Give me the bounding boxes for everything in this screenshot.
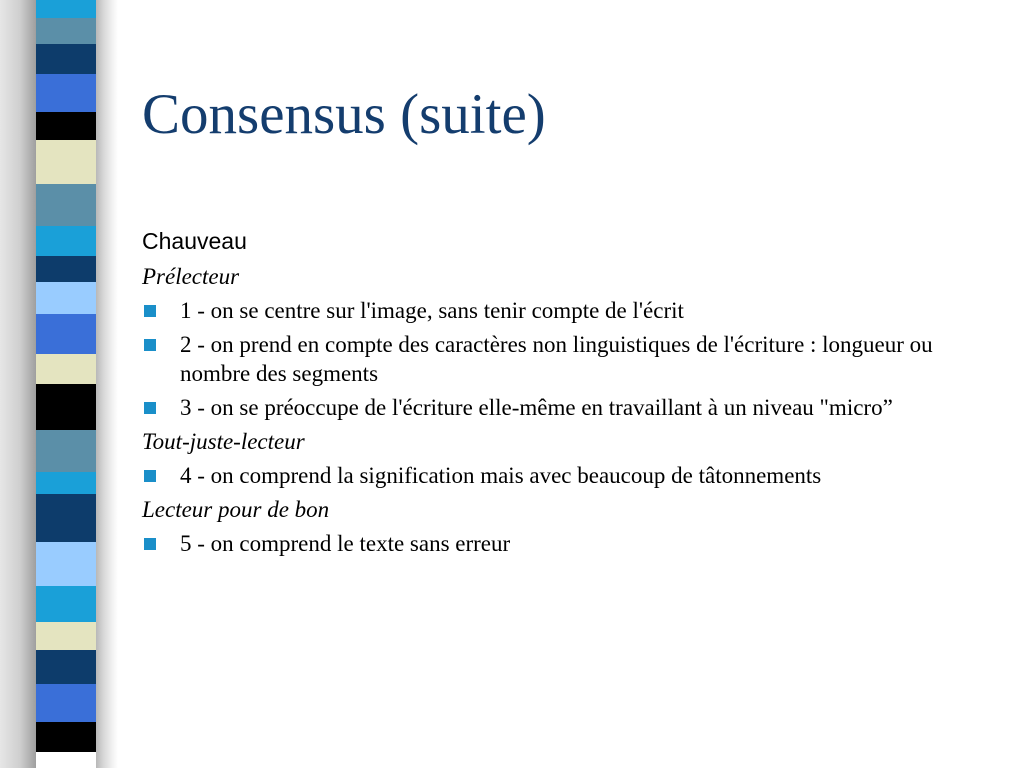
author-name: Chauveau <box>142 228 247 254</box>
decorative-stripe <box>36 542 96 586</box>
decorative-stripe <box>36 112 96 140</box>
square-bullet-icon <box>144 305 156 317</box>
stripe-column <box>36 0 96 768</box>
decorative-stripe <box>36 0 96 18</box>
decorative-stripe <box>36 650 96 684</box>
decorative-stripe <box>36 18 96 44</box>
decorative-stripe <box>36 140 96 184</box>
decorative-stripe <box>36 722 96 752</box>
list-item <box>142 296 992 325</box>
list-item <box>142 461 992 490</box>
section-heading-tout-juste-lecteur: Tout-juste-lecteur <box>142 429 305 454</box>
decorative-stripe <box>36 384 96 430</box>
list-item-text: 2 - on prend en compte des caractères non linguistiques de l'écriture : longueur ou nombre des segments <box>180 332 933 386</box>
list-item-text: 1 - on se centre sur l'image, sans tenir compte de l'écrit <box>180 298 684 323</box>
stripe-shadow <box>96 0 118 768</box>
decorative-stripe <box>36 282 96 314</box>
decorative-stripe <box>36 586 96 622</box>
list-item <box>142 330 992 388</box>
decorative-stripe <box>36 354 96 384</box>
section-heading-lecteur-pour-de-bon: Lecteur pour de bon <box>142 497 330 522</box>
decorative-stripe <box>36 74 96 112</box>
decorative-stripe <box>36 256 96 282</box>
square-bullet-icon <box>144 339 156 351</box>
list-item <box>142 393 992 422</box>
slide-title: Consensus (suite) <box>142 83 546 146</box>
stripe-gutter <box>0 0 36 768</box>
decorative-stripe <box>36 430 96 472</box>
decorative-stripe <box>36 226 96 256</box>
list-item <box>142 529 992 558</box>
section-heading-prelecteur: Prélecteur <box>142 264 240 289</box>
decorative-stripe <box>36 684 96 722</box>
square-bullet-icon <box>144 538 156 550</box>
list-item-text: 3 - on se préoccupe de l'écriture elle-même en travaillant à un niveau "micro” <box>180 395 893 420</box>
decorative-stripe <box>36 622 96 650</box>
decorative-stripe <box>36 44 96 74</box>
decorative-stripe <box>36 472 96 494</box>
decorative-stripe <box>36 314 96 354</box>
decorative-stripe <box>36 494 96 542</box>
list-item-text: 4 - on comprend la signification mais avec beaucoup de tâtonnements <box>180 463 822 488</box>
square-bullet-icon <box>144 402 156 414</box>
slide-body <box>142 226 992 563</box>
list-item-text: 5 - on comprend le texte sans erreur <box>180 531 511 556</box>
square-bullet-icon <box>144 470 156 482</box>
decorative-stripe-band <box>0 0 120 768</box>
decorative-stripe <box>36 184 96 226</box>
